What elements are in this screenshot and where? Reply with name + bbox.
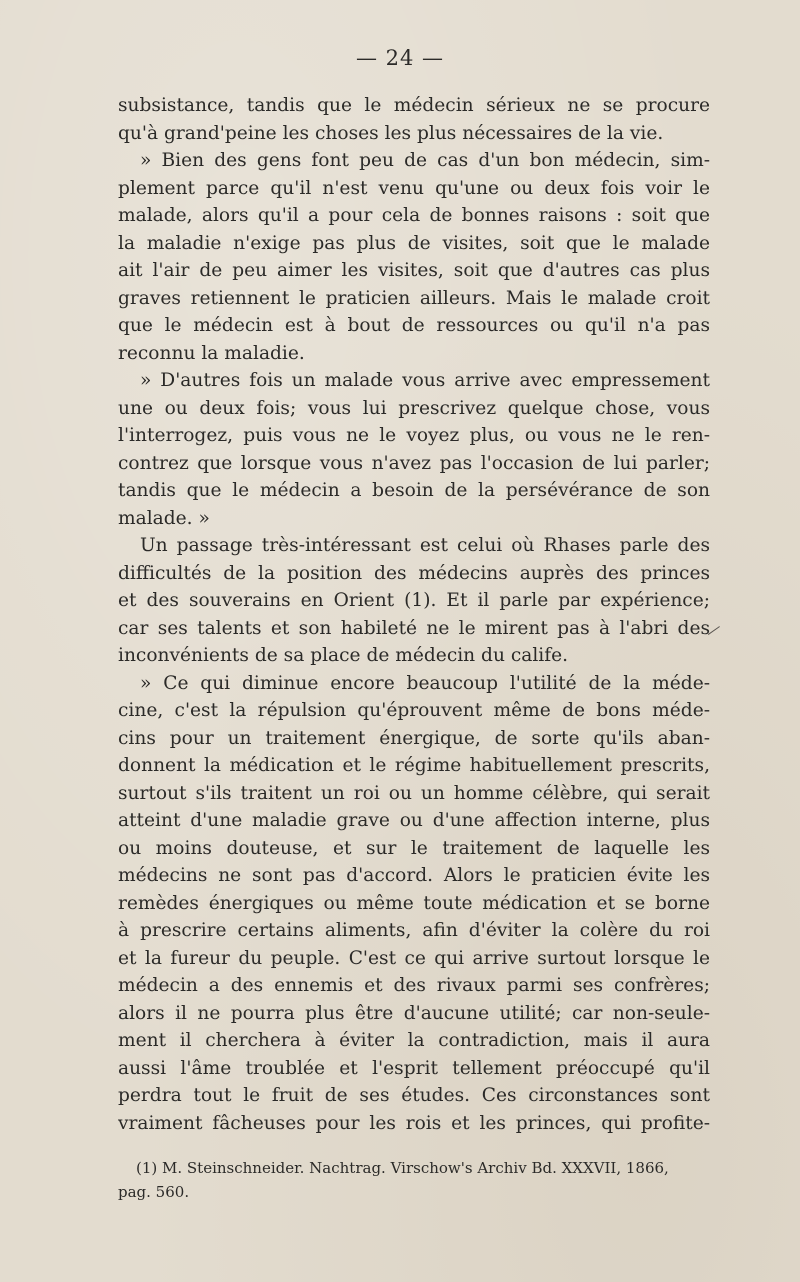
text-line: l'interrogez, puis vous ne le voyez plus, ou vous ne le ren- [118,425,710,446]
text-line: vraiment fâcheuses pour les rois et les princes, qui profite- [118,1112,710,1134]
text-line: plement parce qu'il n'est venu qu'une ou deux fois voir le [118,177,710,199]
text-line: ait l'air de peu aimer les visites, soit que d'autres cas plus [118,260,710,281]
text-line: atteint d'une maladie grave ou d'une affection interne, plus [118,810,710,831]
text-line: la maladie n'exige pas plus de visites, soit que le malade [118,232,710,254]
text-line: à prescrire certains aliments, afin d'éviter la colère du roi [118,920,710,941]
text-line: donnent la médication et le régime habituellement prescrits, [118,755,710,776]
text-line: et la fureur du peuple. C'est ce qui arrive surtout lorsque le [118,947,710,969]
text-line: tandis que le médecin a besoin de la persévérance de son [118,480,710,501]
text-line: que le médecin est à bout de ressources ou qu'il n'a pas [118,315,710,336]
text-line: remèdes énergiques ou même toute médication et se borne [118,892,710,914]
text-line: inconvénients de sa place de médecin du calife. [118,645,569,666]
text-line: qu'à grand'peine les choses les plus nécessaires de la vie. [118,122,664,144]
text-line: » D'autres fois un malade vous arrive avec empressement [140,370,710,391]
text-line: graves retiennent le praticien ailleurs. Mais le malade croit [118,287,710,309]
text-line: cine, c'est la répulsion qu'éprouvent même de bons méde- [118,700,710,721]
text-line: car ses talents et son habileté ne le mirent pas à l'abri des [118,617,710,639]
text-line: difficultés de la position des médecins auprès des princes [118,562,710,584]
text-line: cins pour un traitement énergique, de sorte qu'ils aban- [118,727,710,749]
text-line: » Bien des gens font peu de cas d'un bon médecin, sim- [140,150,710,171]
text-line: perdra tout le fruit de ses études. Ces circonstances sont [118,1085,710,1106]
text-line: ment il cherchera à éviter la contradiction, mais il aura [118,1030,710,1051]
body-text [118,92,710,1137]
text-line: alors il ne pourra plus être d'aucune utilité; car non-seule- [118,1002,710,1024]
text-line: reconnu la maladie. [118,342,305,364]
footnote-line: (1) M. Steinschneider. Nachtrag. Virschow's Archiv Bd. XXXVII, 1866, [136,1159,669,1177]
text-line: aussi l'âme troublée et l'esprit tellement préoccupé qu'il [118,1057,710,1079]
text-line: Un passage très-intéressant est celui où Rhases parle des [140,535,710,556]
text-line: et des souverains en Orient (1). Et il parle par expérience; [118,590,710,611]
footnote-line: pag. 560. [118,1183,190,1201]
footnote [118,1156,710,1204]
text-line: médecins ne sont pas d'accord. Alors le praticien évite les [118,865,710,886]
text-line: une ou deux fois; vous lui prescrivez quelque chose, vous [118,397,710,419]
text-line: malade, alors qu'il a pour cela de bonnes raisons : soit que [118,205,710,226]
text-line: ou moins douteuse, et sur le traitement de laquelle les [118,837,710,859]
text-line: » Ce qui diminue encore beaucoup l'utilité de la méde- [140,672,710,694]
text-line: malade. » [118,507,210,529]
text-line: médecin a des ennemis et des rivaux parmi ses confrères; [118,975,710,996]
text-line: surtout s'ils traitent un roi ou un homme célèbre, qui serait [118,782,710,804]
text-line: subsistance, tandis que le médecin sérieux ne se procure [118,95,710,116]
page-number: — 24 — [355,46,445,70]
text-line: contrez que lorsque vous n'avez pas l'occasion de lui parler; [118,452,710,474]
